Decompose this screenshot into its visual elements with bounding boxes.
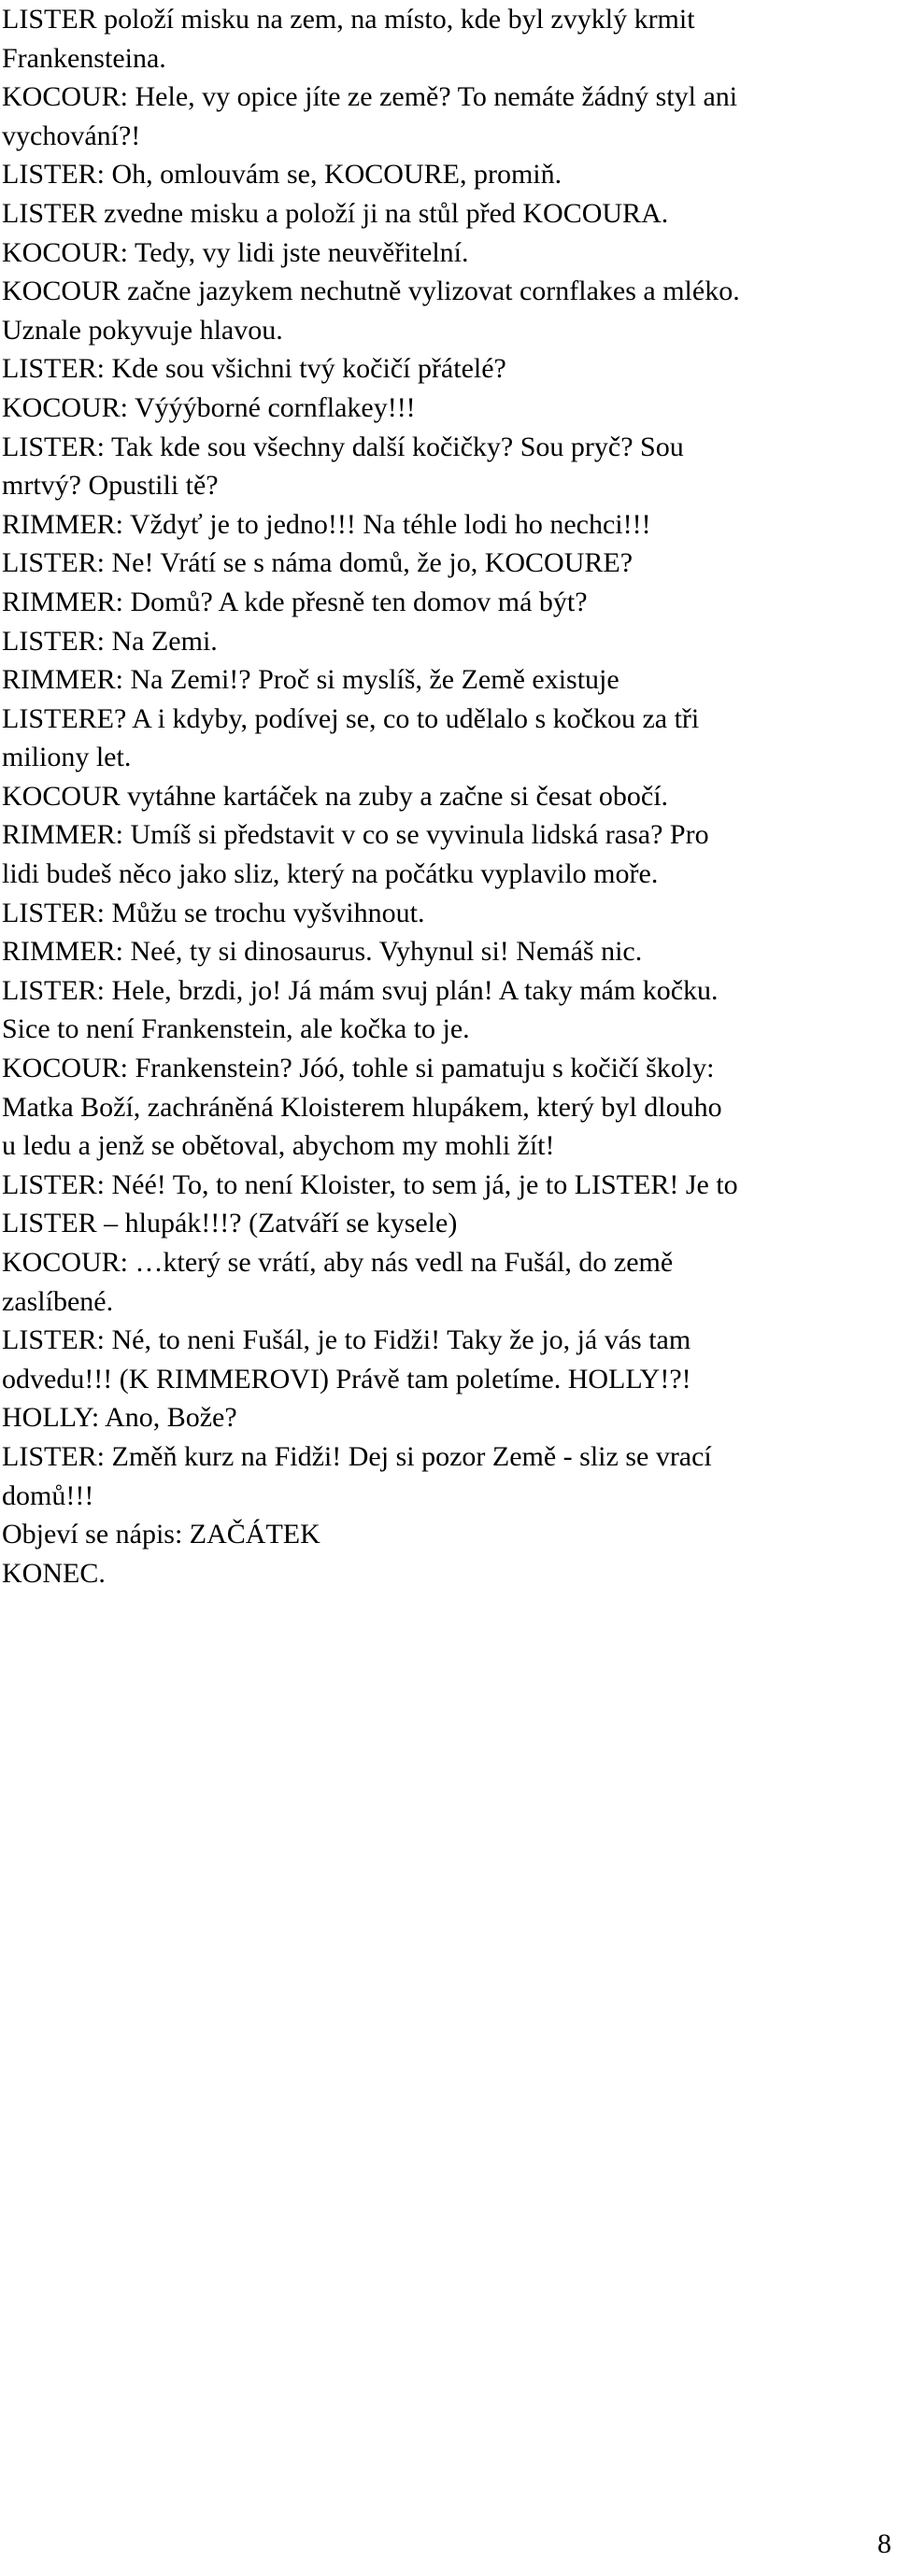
text-line: odvedu!!! (K RIMMEROVI) Právě tam poletíme. HOLLY!?! [2, 1363, 691, 1394]
text-line: RIMMER: Umíš si představit v co se vyvinula lidská rasa? Pro [2, 819, 709, 851]
text-line: LISTER: Na Zemi. [2, 625, 218, 657]
page-number: 8 [877, 2528, 891, 2559]
text-line: KOCOUR začne jazykem nechutně vylizovat cornflakes a mléko. [2, 276, 740, 307]
text-line: Sice to není Frankenstein, ale kočka to je. [2, 1013, 470, 1045]
text-line: LISTER: Né, to neni Fušál, je to Fidži! Taky že jo, já vás tam [2, 1324, 691, 1356]
text-line: KOCOUR: Tedy, vy lidi jste neuvěřitelní. [2, 236, 469, 268]
text-line: LISTER: Oh, omlouvám se, KOCOURE, promiň. [2, 159, 562, 191]
text-line: LISTER: Změň kurz na Fidži! Dej si pozor Země - sliz se vrací [2, 1440, 712, 1472]
text-line: LISTER: Kde sou všichni tvý kočičí přátelé? [2, 353, 506, 385]
text-line: LISTERE? A i kdyby, podívej se, co to udělalo s kočkou za tři [2, 702, 700, 734]
text-line: domů!!! [2, 1479, 94, 1511]
text-line: zaslíbené. [2, 1285, 114, 1317]
text-line: LISTER zvedne misku a položí ji na stůl před KOCOURA. [2, 197, 669, 229]
text-line: KOCOUR: Výýýborné cornflakey!!! [2, 391, 416, 423]
text-line: lidi budeš něco jako sliz, který na počátku vyplavilo moře. [2, 858, 659, 890]
text-line: KOCOUR: Frankenstein? Jóó, tohle si pamatuju s kočičí školy: [2, 1053, 715, 1084]
text-line: Objeví se nápis: ZAČÁTEK [2, 1519, 320, 1550]
text-line: RIMMER: Neé, ty si dinosaurus. Vyhynul si! Nemáš nic. [2, 936, 643, 968]
text-line: Matka Boží, zachráněná Kloisterem hlupákem, který byl dlouho [2, 1091, 722, 1123]
text-line: LISTER – hlupák!!!? (Zatváří se kysele) [2, 1208, 458, 1239]
text-line: u ledu a jenž se obětoval, abychom my mohli žít! [2, 1130, 555, 1162]
text-line: Frankensteina. [2, 42, 166, 74]
text-line: KOCOUR: Hele, vy opice jíte ze země? To nemáte žádný styl ani [2, 81, 738, 113]
text-line: LISTER: Hele, brzdi, jo! Já mám svuj plán! A taky mám kočku. [2, 974, 719, 1006]
text-line: KONEC. [2, 1557, 106, 1589]
text-line: RIMMER: Na Zemi!? Proč si myslíš, že Země existuje [2, 664, 619, 696]
text-line: LISTER položí misku na zem, na místo, kde byl zvyklý krmit [2, 4, 695, 35]
text-line: LISTER: Tak kde sou všechny další kočičky? Sou pryč? Sou [2, 431, 684, 462]
text-line: Uznale pokyvuje hlavou. [2, 314, 283, 346]
text-line: KOCOUR: …který se vrátí, aby nás vedl na Fušál, do země [2, 1247, 674, 1278]
text-line: mrtvý? Opustili tě? [2, 470, 219, 502]
script-text [2, 0, 871, 1592]
text-line: LISTER: Můžu se trochu vyšvihnout. [2, 897, 425, 928]
text-line: LISTER: Ne! Vrátí se s náma domů, že jo, KOCOURE? [2, 547, 634, 579]
text-line: RIMMER: Vždyť je to jedno!!! Na téhle lodi ho nechci!!! [2, 508, 651, 540]
text-line: KOCOUR vytáhne kartáček na zuby a začne si česat obočí. [2, 780, 669, 812]
text-line: HOLLY: Ano, Bože? [2, 1402, 237, 1434]
text-line: RIMMER: Domů? A kde přesně ten domov má být? [2, 586, 588, 617]
text-line: vychování?! [2, 120, 141, 151]
text-line: LISTER: Néé! To, to není Kloister, to sem já, je to LISTER! Je to [2, 1168, 738, 1200]
text-line: miliony let. [2, 742, 132, 773]
